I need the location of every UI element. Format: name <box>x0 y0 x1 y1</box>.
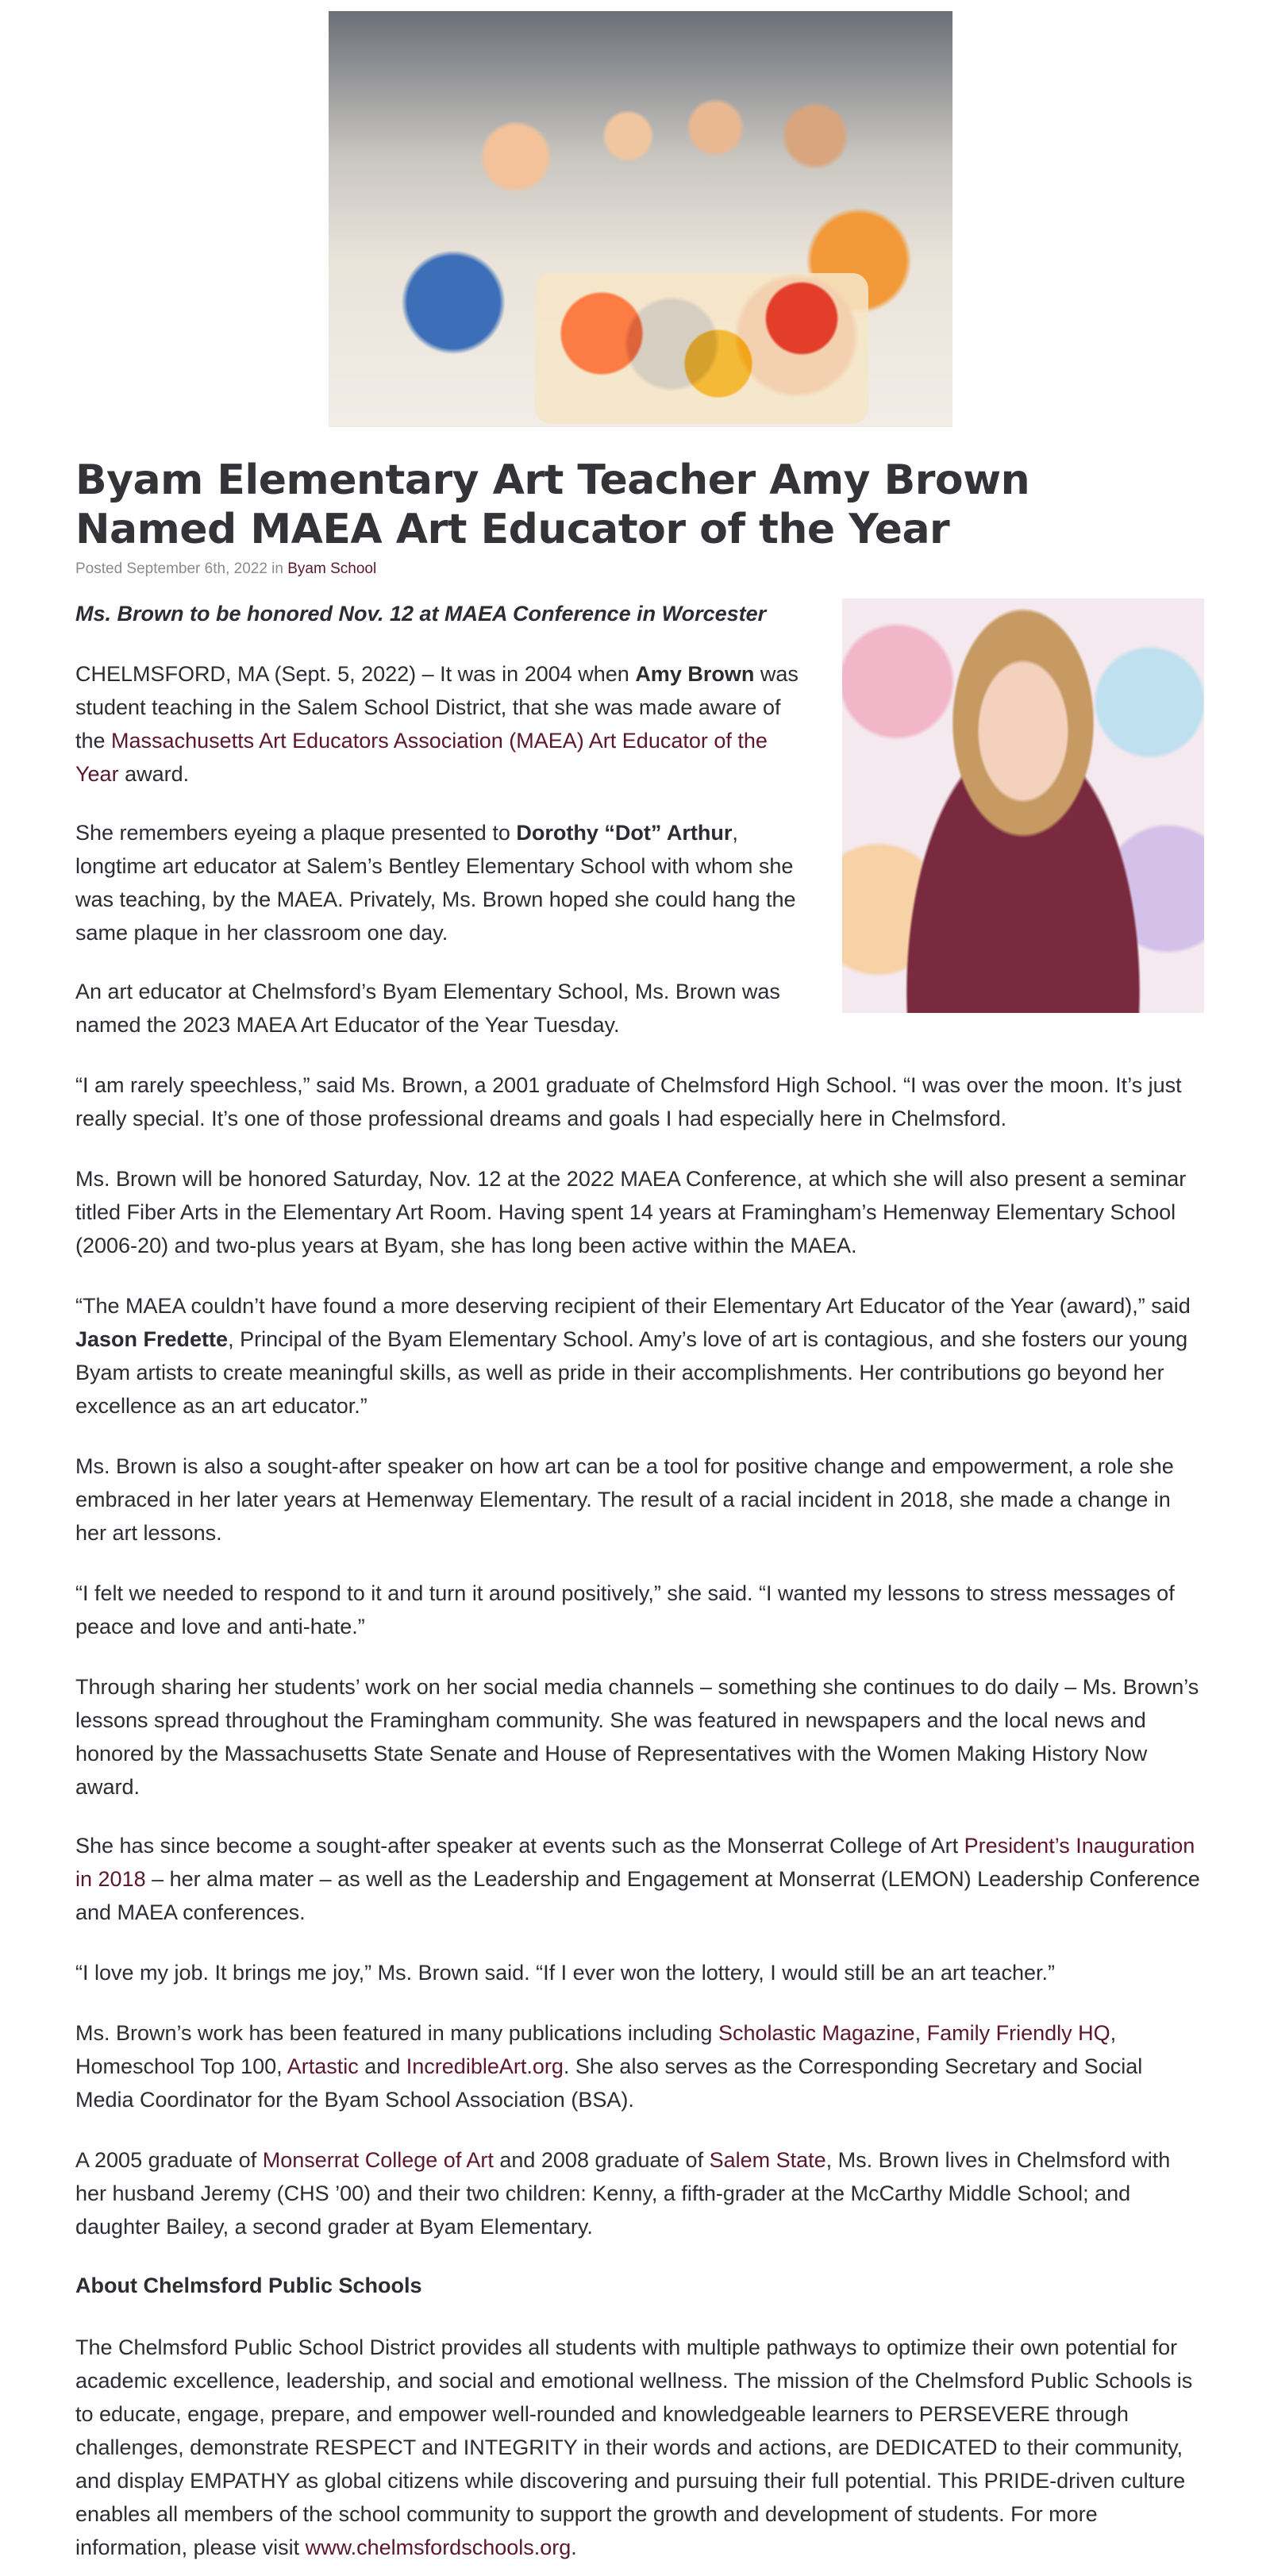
paragraph-6 <box>75 1289 1204 1423</box>
salem-state-link[interactable]: Salem State <box>709 2148 826 2172</box>
incredibleart-link[interactable]: IncredibleArt.org <box>406 2054 564 2078</box>
paragraph-10 <box>75 1829 1204 1929</box>
paragraph-8: “I felt we needed to respond to it and turn it around positively,” she said. “I wanted my lessons to stress messages of peace and love and anti-hate.” <box>75 1581 1175 1638</box>
p12-text-a: Ms. Brown’s work has been featured in many publications including <box>75 2021 718 2045</box>
paragraph-1 <box>75 657 806 791</box>
p10-text-c: – her alma mater – as well as the Leadership and Engagement at Monserrat (LEMON) Leadership Conference and MAEA conferences. <box>75 1867 1200 1924</box>
p6-text-c: , Principal of the Byam Elementary School. Amy’s love of art is contagious, and she fosters our young Byam artists to create meaningful skills, as well as pride in their accomplishments. Her contributions go beyond her excellence as an art educator.” <box>75 1327 1188 1418</box>
p2-text-c: , longtime art educator at Salem’s Bentley Elementary School with whom she was teaching, by the MAEA. Privately, Ms. Brown hoped she could hang the same plaque in her classroom one day. <box>75 821 796 945</box>
amy-brown-portrait <box>842 599 1204 1013</box>
p13-text-a: A 2005 graduate of <box>75 2148 263 2172</box>
paragraph-4: “I am rarely speechless,” said Ms. Brown, a 2001 graduate of Chelmsford High School. “I was over the moon. It’s just really special. It’s one of those professional dreams and goals I had especially here in Chelmsford. <box>75 1073 1182 1130</box>
chelmsford-schools-link[interactable]: www.chelmsfordschools.org <box>305 2536 572 2559</box>
p1-text-a: CHELMSFORD, MA (Sept. 5, 2022) – It was in 2004 when <box>75 662 636 686</box>
p12-sep-2: and <box>358 2054 406 2078</box>
paragraph-12 <box>75 2016 1204 2116</box>
p12-sep-1: , <box>914 2021 927 2045</box>
post-meta <box>75 560 376 578</box>
maea-award-link[interactable]: Massachusetts Art Educators Association (MAEA) Art Educator of the Year <box>75 729 768 786</box>
about-text-a: The Chelmsford Public School District provides all students with multiple pathways to optimize their own potential for academic excellence, leadership, and social and emotional wellness. The mission of the Chelmsford Public Schools is to educate, engage, prepare, and empower well-rounded and knowledgeable learners to PERSEVERE through challenges, demonstrate RESPECT and INTEGRITY in their words and actions, are DEDICATED to their community, and display EMPATHY as global citizens while discovering and pursuing their full potential. This PRIDE-driven culture enables all members of the school community to support the growth and development of students. For more information, please visit <box>75 2335 1193 2559</box>
article-subheading: Ms. Brown to be honored Nov. 12 at MAEA Conference in Worcester <box>75 602 767 626</box>
category-link[interactable]: Byam School <box>287 560 377 577</box>
paragraph-3: An art educator at Chelmsford’s Byam Elementary School, Ms. Brown was named the 2023 MAEA Art Educator of the Year Tuesday. <box>75 980 780 1037</box>
p1-text-d: award. <box>118 762 190 786</box>
p13-text-c: , Ms. Brown lives in Chelmsford with her husband Jeremy (CHS ’00) and their two children: Kenny, a fifth-grader at the McCarthy Middle School; and daughter Bailey, a second grader at Byam Elementary. <box>75 2148 1171 2239</box>
p10-text-a: She has since become a sought-after speaker at events such as the Monserrat College of Art <box>75 1834 964 1858</box>
p1-name: Amy Brown <box>635 662 755 686</box>
p2-name: Dorothy “Dot” Arthur <box>516 821 733 845</box>
p6-name: Jason Fredette <box>75 1327 229 1351</box>
about-text-b: . <box>571 2536 577 2559</box>
monserrat-college-link[interactable]: Monserrat College of Art <box>262 2148 494 2172</box>
paragraph-9: Through sharing her students’ work on her social media channels – something she continues to do daily – Ms. Brown’s lessons spread throughout the Framingham community. She was featured in newspapers and the local news and honored by the Massachusetts State Senate and House of Representatives with the Women Making History Now award. <box>75 1675 1199 1799</box>
post-date: Posted September 6th, 2022 in <box>75 560 288 577</box>
about-heading: About Chelmsford Public Schools <box>75 2274 422 2297</box>
family-friendly-hq-link[interactable]: Family Friendly HQ <box>926 2021 1110 2045</box>
p13-text-b: and 2008 graduate of <box>493 2148 710 2172</box>
presidents-inauguration-link[interactable]: President’s Inauguration in 2018 <box>75 1834 1195 1891</box>
classroom-rug <box>535 273 868 424</box>
p12-text-b: , Homeschool Top 100, <box>75 2021 1117 2078</box>
p6-text-a: “The MAEA couldn’t have found a more deserving recipient of their Elementary Art Educator of the Year (award),” said <box>75 1294 1191 1318</box>
artastic-link[interactable]: Artastic <box>287 2054 359 2078</box>
p12-text-c: . She also serves as the Corresponding Secretary and Social Media Coordinator for the Byam School Association (BSA). <box>75 2054 1143 2112</box>
paragraph-13 <box>75 2143 1204 2243</box>
class-group-photo <box>329 11 952 427</box>
paragraph-2 <box>75 816 806 949</box>
article-title: Byam Elementary Art Teacher Amy Brown Named MAEA Art Educator of the Year <box>75 456 1030 553</box>
about-paragraph <box>75 2331 1204 2564</box>
p1-text-c: was student teaching in the Salem School District, that she was made aware of the <box>75 662 799 753</box>
scholastic-magazine-link[interactable]: Scholastic Magazine <box>718 2021 915 2045</box>
paragraph-5: Ms. Brown will be honored Saturday, Nov. 12 at the 2022 MAEA Conference, at which she will also present a seminar titled Fiber Arts in the Elementary Art Room. Having spent 14 years at Framingham’s Hemenway Elementary School (2006-20) and two-plus years at Byam, she has long been active within the MAEA. <box>75 1167 1187 1257</box>
p2-text-a: She remembers eyeing a plaque presented to <box>75 821 517 845</box>
paragraph-7: Ms. Brown is also a sought-after speaker on how art can be a tool for positive change and empowerment, a role she embraced in her later years at Hemenway Elementary. The result of a racial incident in 2018, she made a change in her art lessons. <box>75 1454 1174 1545</box>
paragraph-11: “I love my job. It brings me joy,” Ms. Brown said. “If I ever won the lottery, I would still be an art teacher.” <box>75 1961 1055 1985</box>
